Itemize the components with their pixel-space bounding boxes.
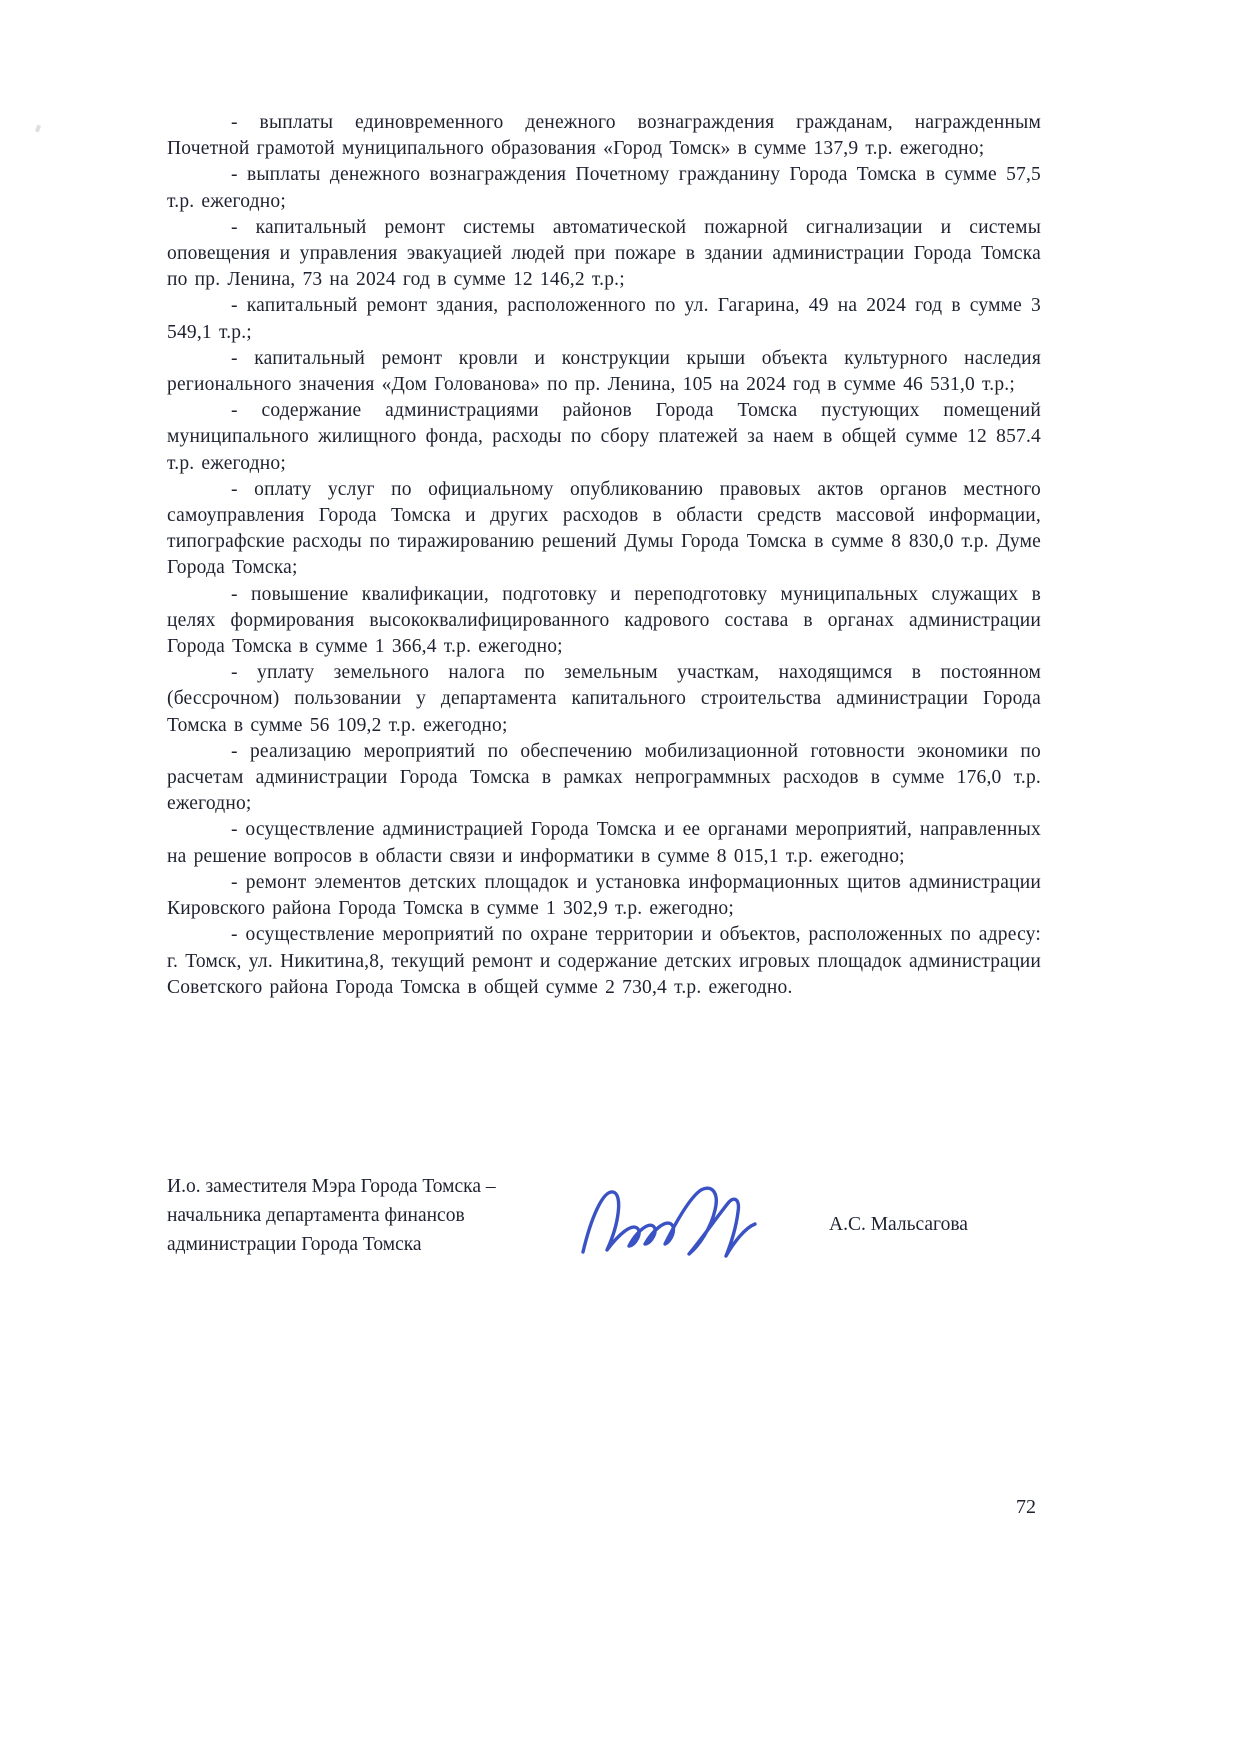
- handwritten-signature: [577, 1178, 787, 1278]
- body-paragraph: - выплаты денежного вознаграждения Почетному гражданину Города Томска в сумме 57,5 т.р. ежегодно;: [167, 164, 1041, 212]
- signatory-title-line: И.о. заместителя Мэра Города Томска –: [167, 1176, 496, 1197]
- body-paragraph: - капитальный ремонт системы автоматической пожарной сигнализации и системы оповещения и управления эвакуацией людей при пожаре в здании администрации Города Томска по пр. Ленина, 73 на 2024 год в сумме 12 146,2 т.р.;: [167, 216, 1041, 291]
- body-paragraph: - ремонт элементов детских площадок и установка информационных щитов администрации Кировского района Города Томска в сумме 1 302,9 т.р. ежегодно;: [167, 871, 1041, 920]
- body-paragraph: - осуществление администрацией Города Томска и ее органами мероприятий, направленных на решение вопросов в области связи и информатики в сумме 8 015,1 т.р. ежегодно;: [167, 819, 1041, 867]
- signature-block: [167, 1172, 1041, 1292]
- body-paragraph: - выплаты единовременного денежного вознаграждения гражданам, награжденным Почетной грамотой муниципального образования «Город Томск» в сумме 137,9 т.р. ежегодно;: [167, 112, 1041, 160]
- signatory-title-line: начальника департамента финансов: [167, 1205, 465, 1226]
- body-paragraph: - капитальный ремонт здания, расположенного по ул. Гагарина, 49 на 2024 год в сумме 3 549,1 т.р.;: [167, 295, 1041, 343]
- signature-ink-icon: [577, 1178, 787, 1278]
- signatory-title: [167, 1172, 587, 1259]
- page-number: 72: [1016, 1496, 1036, 1518]
- body-paragraph: - капитальный ремонт кровли и конструкции крыши объекта культурного наследия регионального значения «Дом Голованова» по пр. Ленина, 105 на 2024 год в сумме 46 531,0 т.р.;: [167, 347, 1041, 396]
- signatory-name: А.С. Мальсагова: [829, 1214, 968, 1235]
- signatory-title-line: администрации Города Томска: [167, 1234, 422, 1255]
- scan-artifact: [35, 125, 41, 133]
- document-body: [167, 110, 1041, 1001]
- body-paragraph: - реализацию мероприятий по обеспечению мобилизационной готовности экономики по расчетам администрации Города Томска в рамках непрограммных расходов в сумме 176,0 т.р. ежегодно;: [167, 740, 1041, 815]
- body-paragraph: - повышение квалификации, подготовку и переподготовку муниципальных служащих в целях формирования высококвалифицированного кадрового состава в органах администрации Города Томска в сумме 1 366,4 т.р. ежегодно;: [167, 583, 1041, 658]
- body-paragraph: - осуществление мероприятий по охране территории и объектов, расположенных по адресу: г. Томск, ул. Никитина,8, текущий ремонт и содержание детских игровых площадок администрации Советского района Города Томска в общей сумме 2 730,4 т.р. ежегодно.: [167, 924, 1041, 998]
- body-paragraph: - содержание администрациями районов Города Томска пустующих помещений муниципального жилищного фонда, расходы по сбору платежей за наем в общей сумме 12 857.4 т.р. ежегодно;: [167, 400, 1041, 474]
- body-paragraph: - уплату земельного налога по земельным участкам, находящимся в постоянном (бессрочном) пользовании у департамента капитального строительства администрации Города Томска в сумме 56 109,2 т.р. ежегодно;: [167, 662, 1041, 736]
- body-paragraph: - оплату услуг по официальному опубликованию правовых актов органов местного самоуправления Города Томска и других расходов в области средств массовой информации, типографские расходы по тиражированию решений Думы Города Томска в сумме 8 830,0 т.р. Думе Города Томска;: [167, 478, 1041, 579]
